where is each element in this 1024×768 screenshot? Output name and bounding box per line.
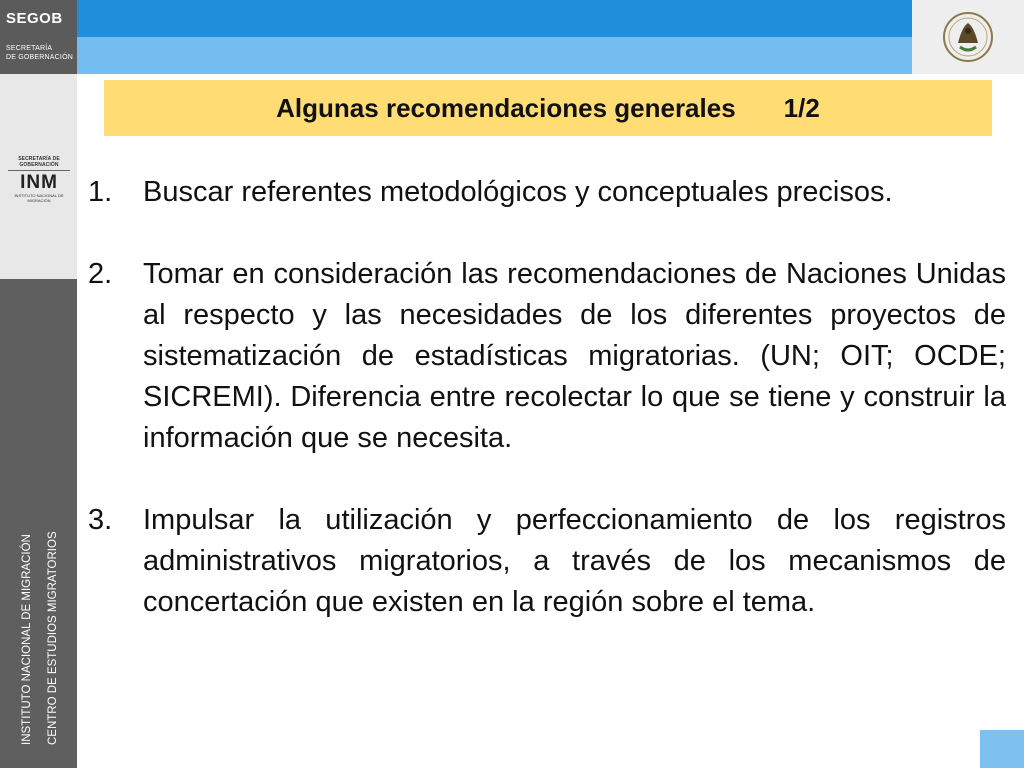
inm-logo-bottom-text: INSTITUTO NACIONAL DE MIGRACIÓN [14,193,64,203]
national-seal [912,0,1024,74]
list-item [88,254,1006,459]
list-item-text: Buscar referentes metodológicos y conceptuales precisos. [143,176,893,208]
brand-name: SEGOB [6,10,63,27]
left-sidebar [0,74,77,768]
list-item [88,500,1006,623]
list-item-text: Impulsar la utilización y perfeccionamiento de los registros administrativos migratorios, a través de los mecanismos de concertación que existen en la región sobre el tema. [143,504,1006,618]
list-item-number: 1. [88,176,113,208]
inm-logo-top-text: SECRETARÍA DE GOBERNACIÓN [18,156,60,168]
slide-title-bar [104,80,992,136]
slide-page-indicator: 1/2 [783,92,820,123]
sidebar-vertical-text-line2: CENTRO DE ESTUDIOS MIGRATORIOS [47,531,59,745]
list-item-number: 2. [88,258,113,290]
header-bar-bottom [0,37,912,74]
brand-subtitle-line2: DE GOBERNACIÓN [6,54,73,61]
segob-logo [0,0,77,74]
recommendations-list [88,172,1006,664]
brand-subtitle-line1: SECRETARÍA [6,45,53,52]
sidebar-vertical-text-line1: INSTITUTO NACIONAL DE MIGRACIÓN [21,534,33,745]
inm-logo [4,156,74,203]
sidebar-dark-panel [0,279,77,768]
sidebar-light-panel [0,74,77,279]
inm-logo-rule [8,170,70,171]
corner-accent [980,730,1024,768]
inm-logo-mark: INM [20,172,58,193]
eagle-seal-icon [942,9,994,65]
list-item-text: Tomar en consideración las recomendaciones de Naciones Unidas al respecto y las necesidades de los diferentes proyectos de sistematización de estadísticas migratorias. (UN; OIT; OCDE; SICREMI). Diferencia entre recolectar lo que se tiene y construir la información que se necesita. [143,258,1006,454]
header-bar-top [0,0,912,37]
slide-title: Algunas recomendaciones generales [276,92,736,123]
list-item-number: 3. [88,504,113,536]
list-item [88,172,1006,213]
